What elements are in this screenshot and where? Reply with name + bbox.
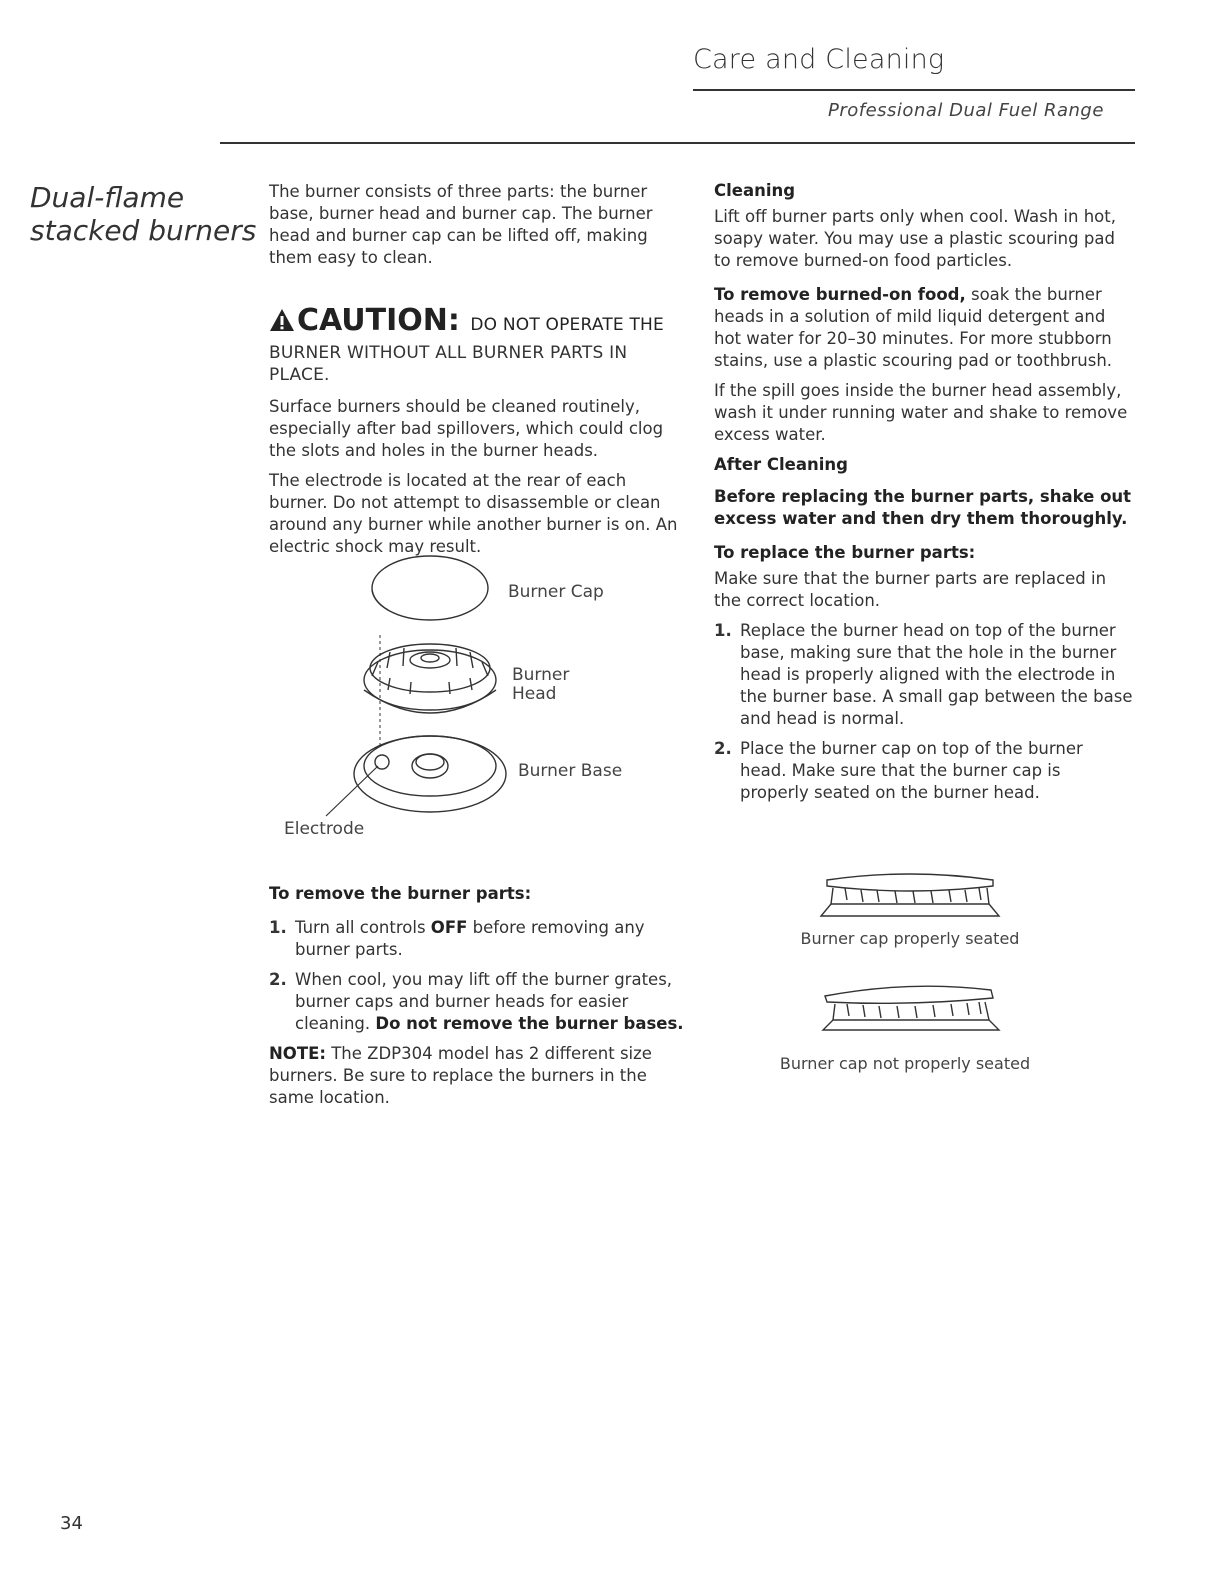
section-title-line1: Dual-flame	[30, 181, 185, 214]
note-text: The ZDP304 model has 2 different size burners. Be sure to replace the burners in the same location.	[269, 1044, 652, 1107]
burner-head-shape	[364, 644, 496, 713]
remove-steps	[269, 917, 689, 1035]
burner-diagram	[270, 540, 690, 850]
burned-on-text: soak the burner heads in a solution of mild liquid detergent and hot water for 20–30 minutes. For more stubborn stains, use a plastic scouring pad or toothbrush.	[714, 285, 1113, 370]
replace-heading: To replace the burner parts:	[714, 543, 976, 562]
routine-paragraph: Surface burners should be cleaned routinely, especially after bad spillovers, which could clog the slots and holes in the burner heads.	[269, 397, 664, 460]
label-electrode: Electrode	[284, 819, 365, 839]
dry-instruction: Before replacing the burner parts, shake out excess water and then dry them thoroughly.	[714, 487, 1132, 528]
section-title	[30, 181, 256, 247]
burner-base-shape	[354, 736, 506, 812]
cleaning-paragraph: Lift off burner parts only when cool. Wash in hot, soapy water. You may use a plastic scouring pad to remove burned-on food particles.	[714, 207, 1116, 270]
step-text: Place the burner cap on top of the burner head. Make sure that the burner cap is properly seated on the burner head.	[740, 739, 1083, 802]
label-burner-head-1: Burner	[512, 665, 570, 685]
step-number: 1.	[269, 918, 287, 937]
label-burner-cap: Burner Cap	[508, 582, 604, 602]
section-title-line2: stacked burners	[30, 214, 257, 247]
header-rule	[693, 89, 1135, 91]
page-header-subtitle: Professional Dual Fuel Range	[828, 100, 1104, 121]
step-number: 1.	[714, 621, 732, 640]
caption-seated: Burner cap properly seated	[800, 929, 1020, 948]
burner-cap-shape	[372, 556, 488, 620]
step-bold: Do not remove the burner bases.	[375, 1014, 684, 1033]
warning-triangle-icon	[269, 306, 295, 340]
burned-on-lead: To remove burned-on food,	[714, 285, 966, 304]
page-number: 34	[60, 1513, 83, 1534]
step-number: 2.	[269, 970, 287, 989]
replace-steps	[714, 620, 1134, 804]
step-bold: OFF	[430, 918, 468, 937]
caution-block	[269, 304, 689, 566]
replace-step-1	[714, 620, 1134, 730]
burned-on-paragraph	[714, 284, 1134, 372]
caution-line2: BURNER WITHOUT ALL BURNER PARTS IN PLACE.	[269, 343, 628, 385]
electrode-paragraph: The electrode is located at the rear of each burner. Do not attempt to disassemble or clean around any burner while another burner is on. An electric shock may result.	[269, 471, 678, 556]
spill-paragraph: If the spill goes inside the burner head assembly, wash it under running water and shake to remove excess water.	[714, 381, 1128, 444]
remove-step-1	[269, 917, 689, 961]
step-text: Replace the burner head on top of the burner base, making sure that the hole in the burner head is properly aligned with the electrode in the burner base. A small gap between the base and head is normal.	[740, 621, 1133, 728]
right-column	[714, 180, 1134, 812]
after-cleaning-heading: After Cleaning	[714, 455, 848, 474]
intro-paragraph: The burner consists of three parts: the burner base, burner head and burner cap. The burner head and burner cap can be lifted off, making them easy to clean.	[269, 182, 653, 267]
step-text: When cool, you may lift off the burner grates, burner caps and burner heads for easier cleaning.	[295, 970, 673, 1033]
caution-word: CAUTION:	[297, 303, 460, 338]
page-header-title: Care and Cleaning	[693, 44, 945, 75]
replace-intro: Make sure that the burner parts are replaced in the correct location.	[714, 569, 1107, 610]
step-number: 2.	[714, 739, 732, 758]
remove-section	[269, 883, 689, 1117]
note-paragraph	[269, 1043, 689, 1109]
section-rule	[220, 142, 1135, 144]
label-burner-head-2: Head	[512, 684, 557, 704]
caution-rest: DO NOT OPERATE THE	[470, 315, 664, 335]
step-text-end: before removing any burner parts.	[295, 918, 645, 959]
cap-seated-illustration	[815, 866, 1005, 926]
cleaning-heading: Cleaning	[714, 181, 796, 200]
cap-not-seated-illustration	[815, 980, 1005, 1040]
remove-step-2	[269, 969, 689, 1035]
intro-block	[269, 181, 689, 277]
step-text: Turn all controls	[295, 918, 431, 937]
remove-heading: To remove the burner parts:	[269, 884, 532, 903]
caution-heading	[269, 304, 689, 342]
label-burner-base: Burner Base	[518, 761, 623, 781]
note-label: NOTE:	[269, 1044, 326, 1063]
caption-not-seated: Burner cap not properly seated	[779, 1054, 1031, 1073]
replace-step-2	[714, 738, 1134, 804]
